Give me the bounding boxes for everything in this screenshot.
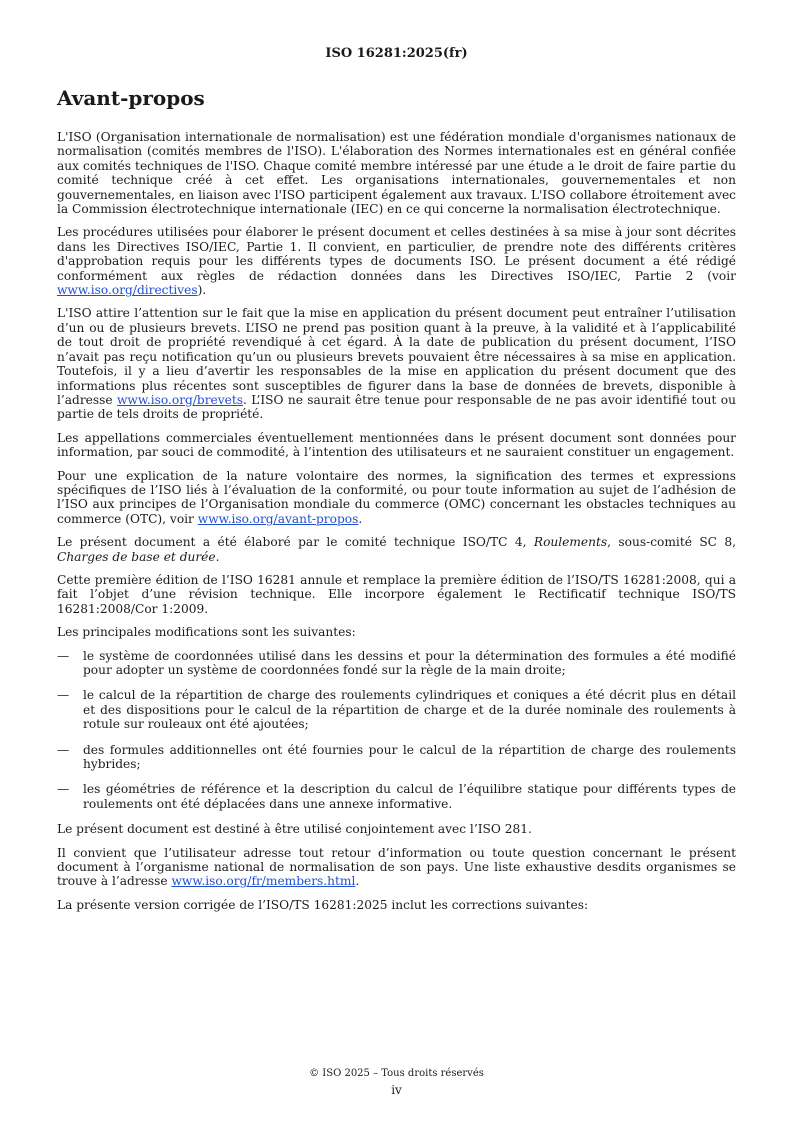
directives-link[interactable]: www.iso.org/directives	[57, 283, 198, 298]
list-dash: —	[57, 688, 70, 703]
patents-link[interactable]: www.iso.org/brevets	[116, 392, 244, 407]
paragraph-trade-names: Les appellations commerciales éventuellement mentionnées dans le présent document sont données pour information, par souci de commodité, à l’intention des utilisateurs et ne sauraient constituer un engagement.	[57, 430, 736, 460]
list-item: — le calcul de la répartition de charge des roulements cylindriques et coniques a été décrit plus en détail et des dispositions pour le calcul de la répartition de charge et de la durée nominale des roulements à rotule sur rouleaux ont été ajoutées;	[57, 688, 736, 732]
paragraph-committee: Le présent document a été élaboré par le comité technique ISO/TC 4, Roulements, sous-comité SC 8, Charges de base et durée.	[57, 535, 737, 564]
list-dash: —	[57, 782, 70, 797]
members-link[interactable]: www.iso.org/fr/members.html	[171, 874, 356, 889]
list-dash: —	[57, 648, 70, 663]
paragraph-patents: L'ISO attire l’attention sur le fait que la mise en application du présent document peut entraîner l’utilisation d’un ou de plusieurs brevets. L’ISO ne prend pas position quant à la preuve, à la validité et à l’applicabilité de tout droit de propriété revendiqué à cet égard. À la date de publication du présent document, l’ISO n’avait pas reçu notification qu’un ou plusieurs brevets pouvaient être nécessaires à sa mise en application. Toutefois, il y a lieu d’avertir les responsables de la mise en application du présent document que des informations plus récentes sont susceptibles de figurer dans la base de données de brevets, disponible à l’adresse www.iso.org/brevets. L’ISO ne saurait être tenue pour responsable de ne pas avoir identifié tout ou partie de tels droits de propriété.	[57, 306, 736, 422]
committee-name: Roulements	[533, 535, 608, 550]
paragraph-voluntary-nature: Pour une explication de la nature volontaire des normes, la signification des termes et expressions spécifiques de l’ISO liés à l’évaluation de la conformité, ou pour toute information au sujet de l’adhésion de l’ISO aux principes de l’Organisation mondiale du commerce (OMC) concernant les obstacles techniques au commerce (OTC), voir www.iso.org/avant-propos.	[57, 468, 736, 526]
paragraph-feedback: Il convient que l’utilisateur adresse tout retour d’information ou toute question concernant le présent document à l’organisme national de normalisation de son pays. Une liste exhaustive desdits organismes se trouve à l’adresse www.iso.org/fr/members.html.	[57, 845, 736, 889]
paragraph-procedures: Les procédures utilisées pour élaborer le présent document et celles destinées à sa mise à jour sont décrites dans les Directives ISO/IEC, Partie 1. Il convient, en particulier, de prendre note des différents critères d'approbation requis pour les différents types de documents ISO. Le présent document a été rédigé conformément aux règles de rédaction données dans les Directives ISO/IEC, Partie 2 (voir www.iso.org/directives).	[57, 225, 736, 298]
page-number: iv	[391, 1083, 402, 1097]
copyright-notice: © ISO 2025 – Tous droits réservés	[309, 1068, 484, 1079]
paragraph-edition: Cette première édition de l’ISO 16281 annule et remplace la première édition de l’ISO/TS 16281:2008, qui a fait l’objet d’une révision technique. Elle incorpore également le Rectificatif technique ISO/TS 16281:2008/Cor 1:2009.	[57, 572, 736, 616]
page-title: Avant-propos	[57, 86, 205, 110]
document-header: ISO 16281:2025(fr)	[325, 46, 468, 61]
paragraph-iso-intro: L'ISO (Organisation internationale de normalisation) est une fédération mondiale d'organismes nationaux de normalisation (comités membres de l'ISO). L'élaboration des Normes internationales est en général confiée aux comités techniques de l'ISO. Chaque comité membre intéressé par une étude a le droit de faire partie du comité technique créé à cet effet. Les organisations internationales, gouvernementales et non gouvernementales, en liaison avec l'ISO participent également aux travaux. L'ISO collabore étroitement avec la Commission électrotechnique internationale (IEC) en ce qui concerne la normalisation électrotechnique.	[57, 130, 736, 217]
paragraph-changes-intro: Les principales modifications sont les suivantes:	[57, 625, 356, 640]
subcommittee-name: Charges de base et durée	[57, 549, 216, 564]
list-item: — le système de coordonnées utilisé dans les dessins et pour la détermination des formules a été modifié pour adopter un système de coordonnées fondé sur la règle de la main droite;	[57, 648, 736, 677]
list-item: — les géométries de référence et la description du calcul de l’équilibre statique pour différents types de roulements ont été déplacées dans une annexe informative.	[57, 782, 736, 811]
paragraph-corrections: La présente version corrigée de l’ISO/TS 16281:2025 inclut les corrections suivantes:	[57, 897, 589, 912]
list-dash: —	[57, 742, 70, 757]
changes-list	[57, 649, 736, 812]
foreword-body	[57, 130, 736, 921]
paragraph-joint-use: Le présent document est destiné à être utilisé conjointement avec l’ISO 281.	[57, 822, 532, 837]
page-footer	[0, 1066, 793, 1098]
list-item: — des formules additionnelles ont été fournies pour le calcul de la répartition de charge des roulements hybrides;	[57, 742, 736, 772]
foreword-link[interactable]: www.iso.org/avant-propos	[197, 511, 359, 526]
